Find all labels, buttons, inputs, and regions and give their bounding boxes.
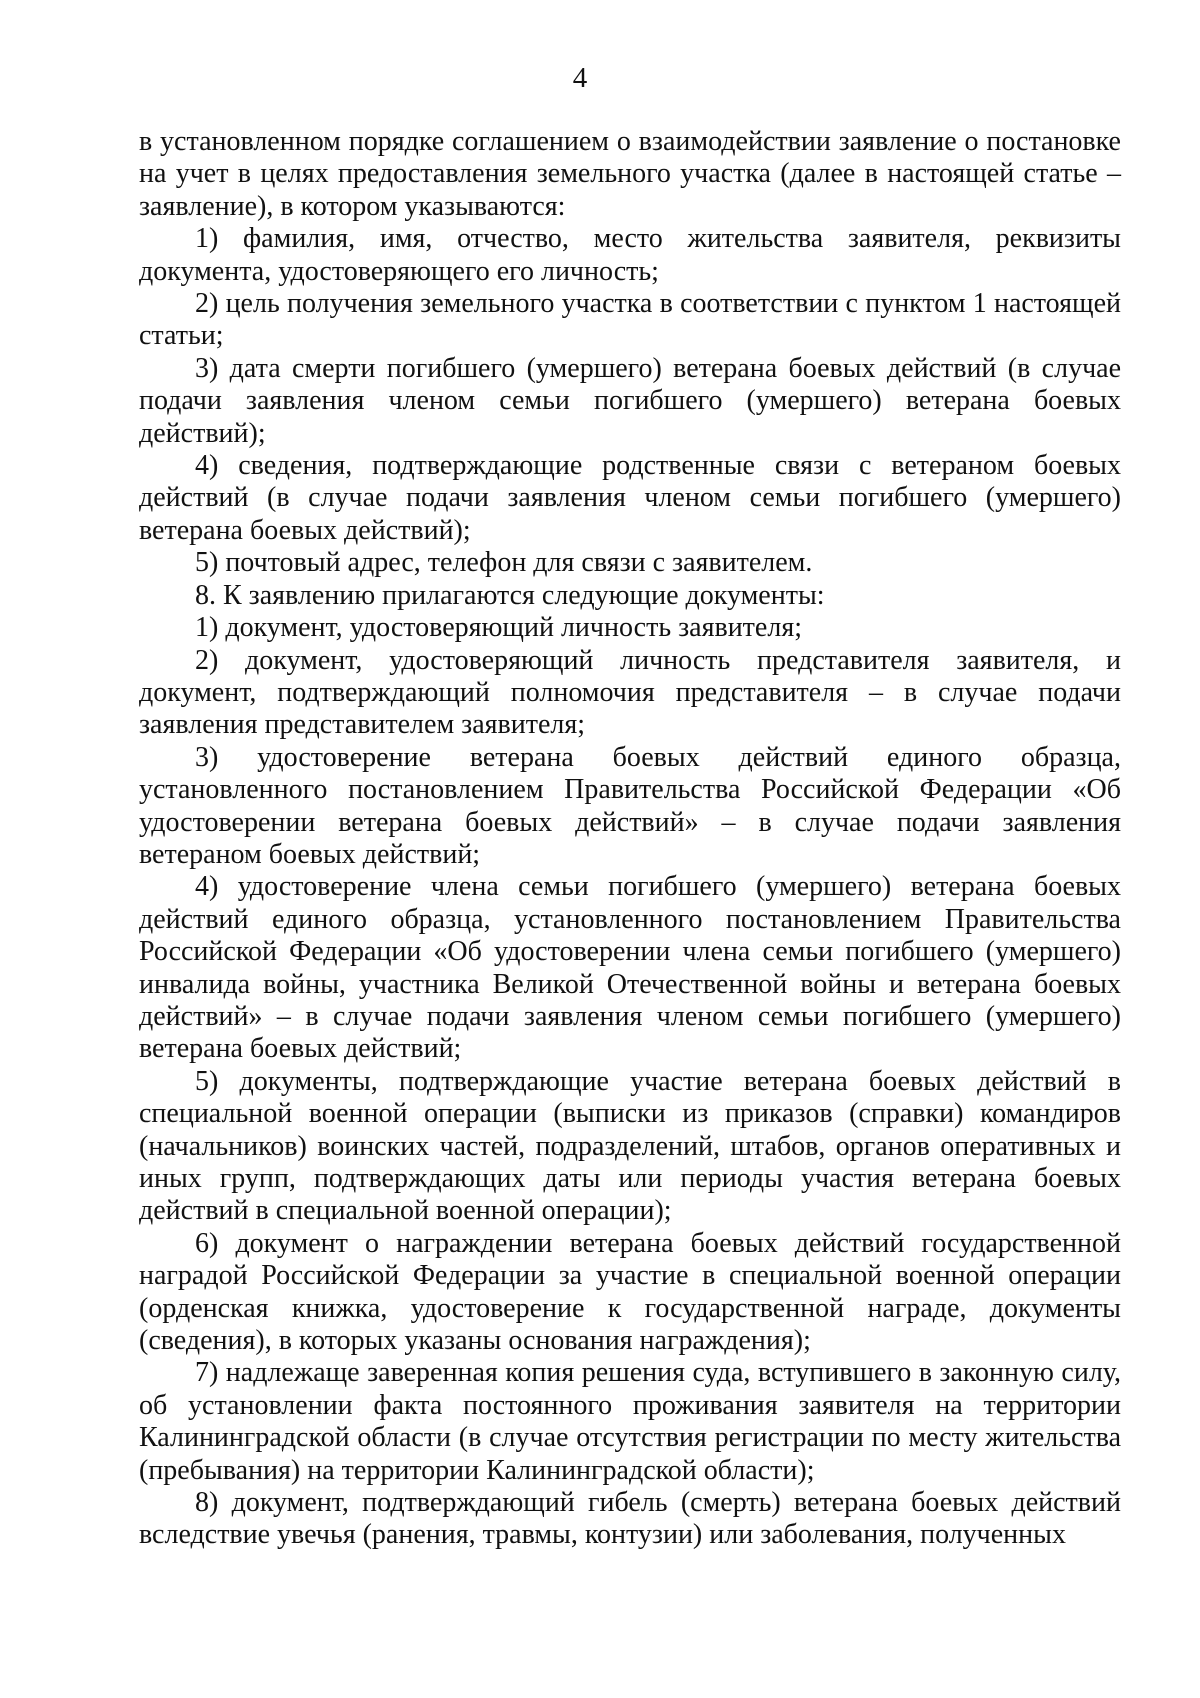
paragraph: в установленном порядке соглашением о взаимодействии заявление о постановке на учет в целях предоставления земельного участка (далее в настоящей статье – заявление), в котором указываются: xyxy=(139,126,1121,222)
paragraph: 3) дата смерти погибшего (умершего) ветерана боевых действий (в случае подачи заявления членом семьи погибшего (умершего) ветерана боевых действий); xyxy=(139,352,1121,449)
document-body xyxy=(139,126,1121,1552)
paragraph: 8) документ, подтверждающий гибель (смерть) ветерана боевых действий вследствие увечья (ранения, травмы, контузии) или заболевания, полученных xyxy=(139,1487,1121,1551)
paragraph: 6) документ о награждении ветерана боевых действий государственной наградой Российской Федерации за участие в специальной военной операции (орденская книжка, удостоверение к государственной награде, документы (сведения), в которых указаны основания награждения); xyxy=(139,1227,1121,1357)
paragraph: 4) сведения, подтверждающие родственные связи с ветераном боевых действий (в случае подачи заявления членом семьи погибшего (умершего) ветерана боевых действий); xyxy=(139,450,1121,546)
paragraph: 4) удостоверение члена семьи погибшего (умершего) ветерана боевых действий единого образца, установленного постановлением Правительства Российской Федерации «Об удостоверении члена семьи погибшего (умершего) инвалида войны, участника Великой Отечественной войны и ветерана боевых действий» – в случае подачи заявления членом семьи погибшего (умершего) ветерана боевых действий; xyxy=(139,871,1121,1065)
paragraph: 3) удостоверение ветерана боевых действий единого образца, установленного постановлением Правительства Российской Федерации «Об удостоверении ветерана боевых действий» – в случае подачи заявления ветераном боевых действий; xyxy=(139,741,1121,870)
paragraph: 1) документ, удостоверяющий личность заявителя; xyxy=(195,612,802,644)
paragraph: 1) фамилия, имя, отчество, место жительства заявителя, реквизиты документа, удостоверяющего его личность; xyxy=(139,223,1121,287)
paragraph: 2) документ, удостоверяющий личность представителя заявителя, и документ, подтверждающий полномочия представителя – в случае подачи заявления представителем заявителя; xyxy=(139,644,1121,741)
paragraph: 2) цель получения земельного участка в соответствии с пунктом 1 настоящей статьи; xyxy=(139,288,1121,352)
paragraph: 7) надлежаще заверенная копия решения суда, вступившего в законную силу, об установлении факта постоянного проживания заявителя на территории Калининградской области (в случае отсутствия регистрации по месту жительства (пребывания) на территории Калининградской области); xyxy=(139,1357,1121,1486)
paragraph: 8. К заявлению прилагаются следующие документы: xyxy=(195,579,825,611)
page-number: 4 xyxy=(572,62,588,94)
paragraph: 5) документы, подтверждающие участие ветерана боевых действий в специальной военной операции (выписки из приказов (справки) командиров (начальников) воинских частей, подразделений, штабов, органов оперативных и иных групп, подтверждающих даты или периоды участия ветерана боевых действий в специальной военной операции); xyxy=(139,1065,1121,1227)
paragraph: 5) почтовый адрес, телефон для связи с заявителем. xyxy=(195,547,813,579)
